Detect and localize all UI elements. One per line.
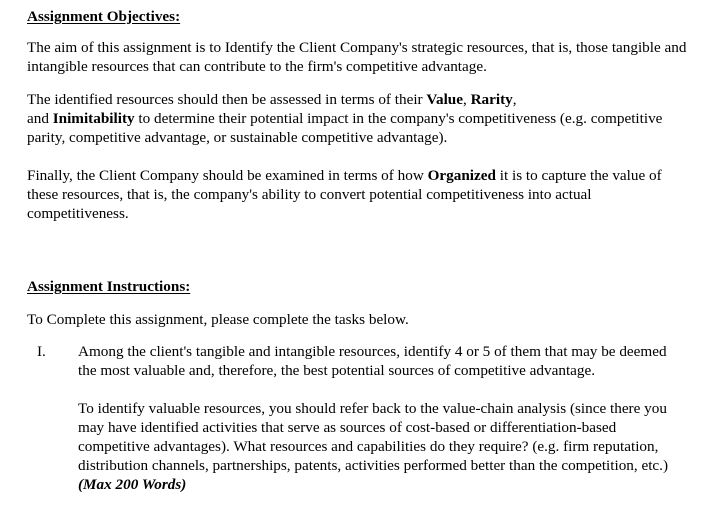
max-words-note: (Max 200 Words) bbox=[78, 476, 187, 493]
p2-text-3: , bbox=[512, 91, 517, 108]
rarity-term: Rarity bbox=[470, 91, 513, 108]
instruction-item-paragraph-2 bbox=[78, 399, 678, 494]
objectives-paragraph-2 bbox=[27, 90, 687, 147]
instruction-item-text: To identify valuable resources, you should refer back to the value-chain analysis (since there you may have identified activities that serve as sources of cost-based or differentiation-based competitive advantages). What resources and capabilities do they require? (e.g. firm reputation, distribution channels, partnerships, patents, activities performed better than the competition, etc.) bbox=[78, 400, 669, 474]
organized-term: Organized bbox=[427, 167, 496, 184]
p3-text-2: it is to capture the value of these resources, that is, the company's ability to convert potential competitiveness into actual competitiveness. bbox=[27, 167, 662, 222]
list-number: I. bbox=[37, 343, 46, 360]
inimitability-term: Inimitability bbox=[52, 110, 135, 127]
instructions-intro: To Complete this assignment, please complete the tasks below. bbox=[27, 311, 409, 328]
p2-text-5: to determine their potential impact in the company's competitiveness (e.g. competitive parity, competitive advantage, or sustainable competitive advantage). bbox=[27, 110, 663, 146]
objectives-paragraph-3 bbox=[27, 166, 687, 223]
instruction-item-paragraph-1: Among the client's tangible and intangible resources, identify 4 or 5 of them that may be deemed the most valuable and, therefore, the best potential sources of competitive advantage. bbox=[78, 343, 667, 379]
p2-text-4: and bbox=[27, 110, 53, 127]
instructions-heading: Assignment Instructions: bbox=[27, 278, 191, 295]
p2-text-2: , bbox=[462, 91, 471, 108]
objectives-paragraph-1: The aim of this assignment is to Identify the Client Company's strategic resources, that is, those tangible and intangible resources that can contribute to the firm's competitive advantage. bbox=[27, 39, 687, 75]
instruction-item-body bbox=[78, 342, 678, 494]
p3-text-1: Finally, the Client Company should be examined in terms of how bbox=[27, 167, 428, 184]
p2-text-1: The identified resources should then be assessed in terms of their bbox=[27, 91, 427, 108]
objectives-heading: Assignment Objectives: bbox=[27, 8, 181, 25]
value-term: Value bbox=[426, 91, 463, 108]
